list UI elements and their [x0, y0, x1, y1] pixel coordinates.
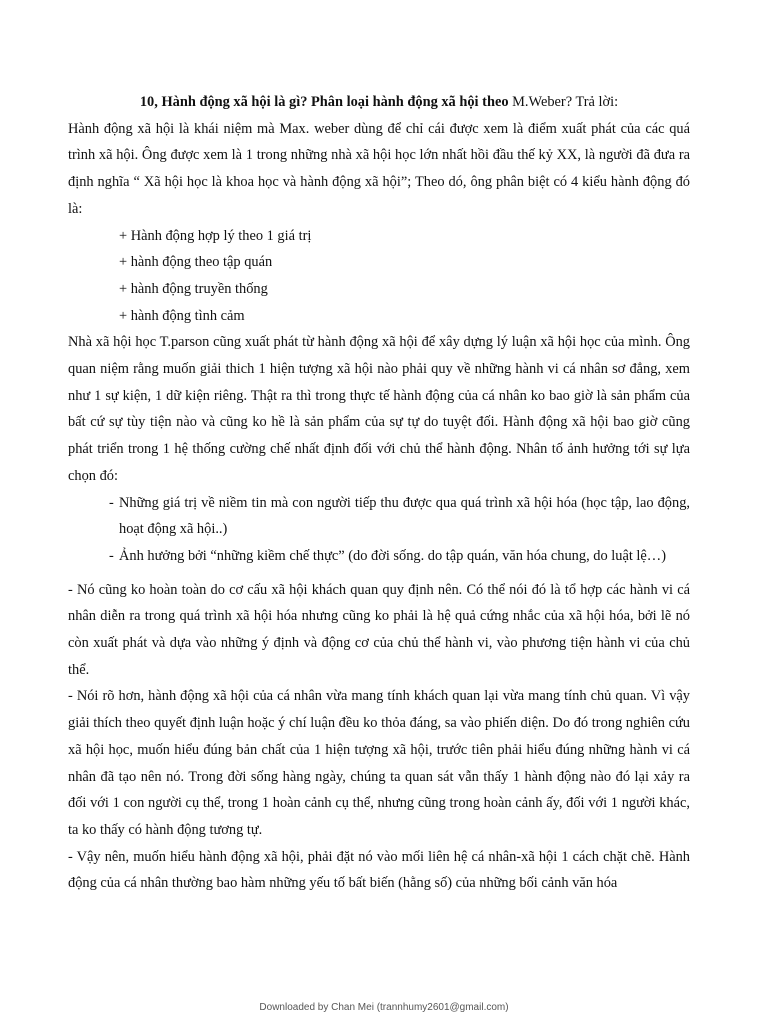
- action-type-item: + hành động theo tập quán: [119, 254, 273, 271]
- intro-paragraph: Hành động xã hội là khái niệm mà Max. weber dùng để chỉ cái được xem là điểm xuất phát của các quá trình xã hội. Ông được xem là 1 trong những nhà xã hội học lớn nhất hồi đầu thế kỷ XX, là người đã đưa ra định nghĩa “ Xã hội học là khoa học và hành động xã hội”; Theo dó, ông phân biệt có 4 kiểu hành động đó là:: [68, 120, 690, 217]
- action-type-item: + hành động tình cảm: [119, 307, 245, 324]
- action-type-item: + hành động truyền thống: [119, 280, 268, 297]
- document-page: [68, 89, 690, 897]
- factor-item: [68, 490, 690, 543]
- question-title: [68, 89, 690, 116]
- factor-text: Những giá trị về niềm tin mà con người tiếp thu được qua quá trình xã hội hóa (học tập, lao động, hoạt động xã hội..): [119, 494, 690, 538]
- action-type-item: + Hành động hợp lý theo 1 giá trị: [119, 227, 312, 244]
- question-title-normal: M.Weber? Trả lời:: [512, 94, 619, 110]
- body-paragraph-1: - Nó cũng ko hoàn toàn do cơ cấu xã hội khách quan quy định nên. Có thể nói đó là tổ hợp các hành vi cá nhân diễn ra trong quá trình xã hội hóa nhưng cũng ko phải là hệ quả cứng nhắc của xã hội hóa, bởi lẽ nó còn xuất phát và dựa vào những ý định và động cơ của chủ thể hành vi, vào phương tiện hành vi của chủ thể.: [68, 581, 690, 678]
- body-paragraph-2: - Nói rõ hơn, hành động xã hội của cá nhân vừa mang tính khách quan lại vừa mang tính chủ quan. Vì vậy giải thích theo quyết định luận hoặc ý chí luận đều ko thỏa đáng, sa vào phiến diện. Do đó trong nghiên cứu xã hội học, muốn hiểu đúng bản chất của 1 hiện tượng xã hội, trước tiên phải hiểu đúng những hành vi cá nhân đã tạo nên nó. Trong đời sống hàng ngày, chúng ta quan sát vẫn thấy 1 hành động nào đó lại xảy ra đối với 1 con người cụ thể, trong 1 hoàn cảnh cụ thể, nhưng cũng trong hoàn cảnh ấy, đối với 1 người khác, ta ko thấy có hành động tương tự.: [68, 688, 690, 838]
- paragraph-gap: [68, 570, 690, 577]
- question-title-bold: 10, Hành động xã hội là gì? Phân loại hành động xã hội theo: [139, 94, 513, 110]
- factor-dash: -: [109, 494, 114, 511]
- factor-text: Ảnh hưởng bởi “những kiềm chế thực” (do đời sống. do tập quán, văn hóa chung, do luật lệ…): [119, 547, 666, 564]
- factor-dash: -: [109, 547, 114, 564]
- download-footer: Downloaded by Chan Mei (trannhumy2601@gmail.com): [259, 1002, 509, 1013]
- parson-paragraph: Nhà xã hội học T.parson cũng xuất phát từ hành động xã hội để xây dựng lý luận xã hội học của mình. Ông quan niệm rằng muốn giải thich 1 hiện tượng xã hội nào phải quy về những hành vi cá nhân sơ đẳng, xem như 1 sự kiện, 1 dữ kiện riêng. Thật ra thì trong thực tế hành động của cá nhân ko bao giờ là sản phẩm của bất cứ sự tùy tiện nào và cũng ko hề là sản phẩm của sự tự do tuyệt đối. Hành động xã hội bao giờ cũng phát triển trong 1 hệ thống cường chế nhất định đối với chủ thể hành động. Nhân tố ảnh hưởng tới sự lựa chọn đó:: [68, 334, 690, 484]
- factor-item: [68, 543, 690, 570]
- body-paragraph-3: - Vậy nên, muốn hiểu hành động xã hội, phải đặt nó vào mối liên hệ cá nhân-xã hội 1 cách chặt chẽ. Hành động của cá nhân thường bao hàm những yếu tố bất biến (hằng số) của những bối cảnh văn hóa: [68, 848, 690, 892]
